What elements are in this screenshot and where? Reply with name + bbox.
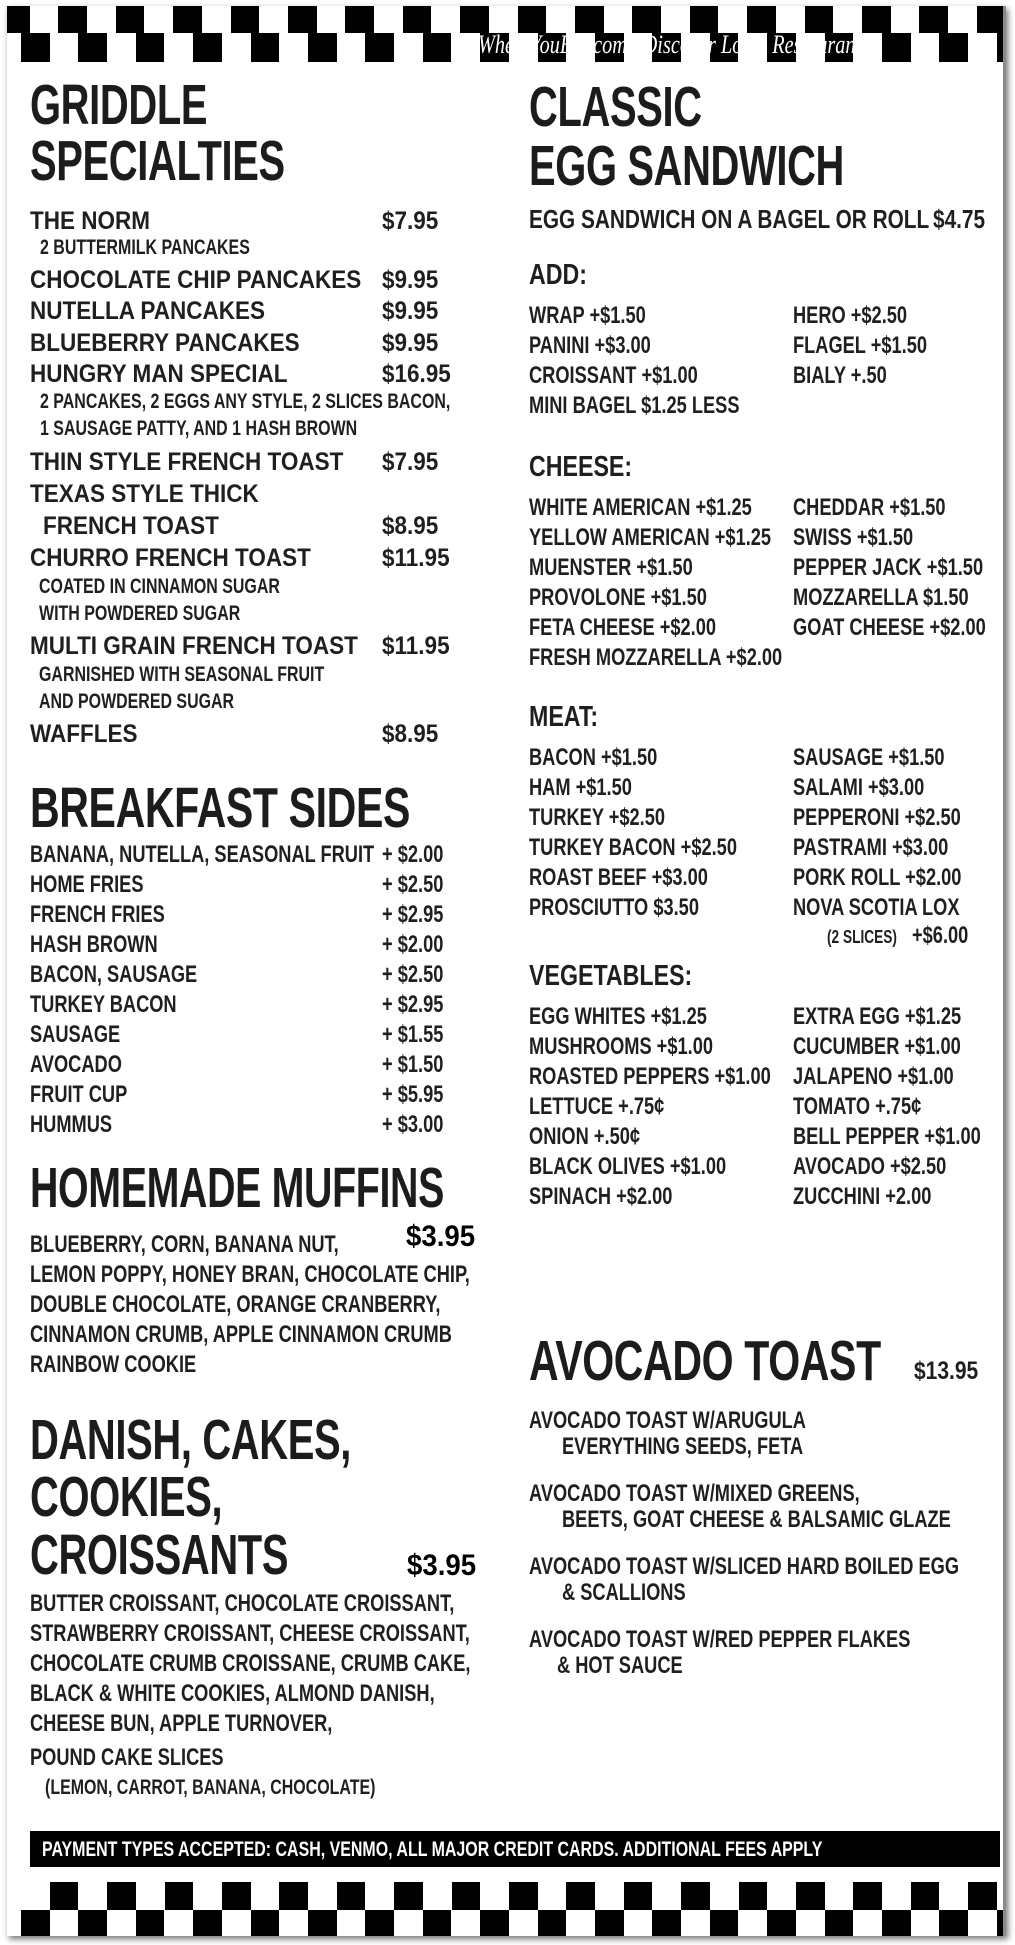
cheese-option: PEPPER JACK +$1.50 bbox=[793, 554, 984, 581]
checker-square bbox=[193, 33, 222, 62]
vegetables-option: BLACK OLIVES +$1.00 bbox=[529, 1153, 727, 1180]
pastry-list-line: STRAWBERRY CROISSANT, CHEESE CROISSANT, bbox=[30, 1620, 470, 1647]
checker-square bbox=[403, 6, 432, 33]
checker-square bbox=[681, 1882, 710, 1910]
checker-square bbox=[518, 6, 547, 33]
section-title: BREAKFAST SIDES bbox=[30, 776, 410, 840]
section-title: COOKIES, bbox=[30, 1465, 223, 1529]
meat-option: PASTRAMI +$3.00 bbox=[793, 834, 949, 861]
checker-square bbox=[365, 33, 394, 62]
menu-item-price: $7.95 bbox=[382, 448, 439, 476]
add-option: FLAGEL +$1.50 bbox=[793, 332, 927, 359]
menu-item-price: $7.95 bbox=[382, 207, 439, 235]
checker-square bbox=[50, 1882, 79, 1910]
checker-square bbox=[997, 1910, 1003, 1936]
checker-square bbox=[796, 1882, 825, 1910]
side-item-name: BANANA, NUTELLA, SEASONAL FRUIT bbox=[30, 841, 375, 868]
side-item-name: FRUIT CUP bbox=[30, 1081, 128, 1108]
menu-item-name: THIN STYLE FRENCH TOAST bbox=[30, 448, 344, 476]
base-item: EGG SANDWICH ON A BAGEL OR ROLL bbox=[529, 204, 930, 234]
side-item-price: + $5.95 bbox=[382, 1081, 444, 1108]
menu-item-desc: AND POWDERED SUGAR bbox=[39, 690, 235, 713]
side-item-name: SAUSAGE bbox=[30, 1021, 121, 1048]
meat-option: PEPPERONI +$2.50 bbox=[793, 804, 961, 831]
section-title: CLASSIC bbox=[529, 75, 702, 139]
vegetables-option: JALAPENO +$1.00 bbox=[793, 1063, 954, 1090]
meat-option: PORK ROLL +$2.00 bbox=[793, 864, 962, 891]
avocado-toast-option-detail: EVERYTHING SEEDS, FETA bbox=[562, 1433, 804, 1460]
checker-border-bottom bbox=[7, 1880, 1003, 1936]
checker-square bbox=[690, 6, 719, 33]
checker-square bbox=[652, 1910, 681, 1936]
muffin-flavors-line: LEMON POPPY, HONEY BRAN, CHOCOLATE CHIP, bbox=[30, 1261, 470, 1288]
section-title: GRIDDLE bbox=[30, 73, 208, 137]
avocado-toast-option: AVOCADO TOAST W/ARUGULA bbox=[529, 1407, 806, 1434]
pound-cake-flavors: (LEMON, CARROT, BANANA, CHOCOLATE) bbox=[45, 1776, 376, 1799]
add-option: MINI BAGEL $1.25 LESS bbox=[529, 392, 740, 419]
cheese-option: FETA CHEESE +$2.00 bbox=[529, 614, 717, 641]
muffin-flavors-line: RAINBOW COOKIE bbox=[30, 1351, 197, 1378]
checker-square bbox=[21, 1910, 50, 1936]
checker-square bbox=[509, 1882, 538, 1910]
cheese-option: MUENSTER +$1.50 bbox=[529, 554, 693, 581]
muffin-flavors-line: DOUBLE CHOCOLATE, ORANGE CRANBERRY, bbox=[30, 1291, 441, 1318]
pound-cake-label: POUND CAKE SLICES bbox=[30, 1744, 224, 1771]
meat-option: TURKEY +$2.50 bbox=[529, 804, 666, 831]
menu-item-desc: 2 BUTTERMILK PANCAKES bbox=[40, 236, 250, 259]
meat-option: BACON +$1.50 bbox=[529, 744, 658, 771]
side-item-price: + $2.50 bbox=[382, 961, 444, 988]
menu-item-desc: COATED IN CINNAMON SUGAR bbox=[39, 575, 280, 598]
checker-square bbox=[288, 6, 317, 33]
checker-square bbox=[222, 1882, 251, 1910]
checker-square bbox=[919, 6, 948, 33]
checker-square bbox=[566, 1882, 595, 1910]
pastry-list-line: BLACK & WHITE COOKIES, ALMOND DANISH, bbox=[30, 1680, 435, 1707]
add-option: CROISSANT +$1.00 bbox=[529, 362, 698, 389]
watermark-text: WhereYouEat.com / Discover Local Restaurants bbox=[478, 30, 870, 59]
checker-square bbox=[480, 1910, 509, 1936]
menu-item-name: FRENCH TOAST bbox=[43, 512, 219, 540]
add-option: PANINI +$3.00 bbox=[529, 332, 651, 359]
menu-item-name: WAFFLES bbox=[30, 720, 138, 748]
vegetables-option: TOMATO +.75¢ bbox=[793, 1093, 922, 1120]
pastry-list-line: CHOCOLATE CRUMB CROISSANE, CRUMB CAKE, bbox=[30, 1650, 471, 1677]
menu-item-price: $8.95 bbox=[382, 512, 439, 540]
side-item-name: HOME FRIES bbox=[30, 871, 144, 898]
checker-square bbox=[308, 1910, 337, 1936]
side-item-price: + $2.50 bbox=[382, 871, 444, 898]
section-title: AVOCADO TOAST bbox=[529, 1329, 881, 1393]
lox-qty: (2 SLICES) bbox=[827, 927, 897, 947]
side-item-name: BACON, SAUSAGE bbox=[30, 961, 198, 988]
section-price: $13.95 bbox=[914, 1357, 979, 1385]
checker-square bbox=[279, 1882, 308, 1910]
menu-item-name: NUTELLA PANCAKES bbox=[30, 297, 265, 325]
vegetables-option: ONION +.50¢ bbox=[529, 1123, 641, 1150]
checker-square bbox=[911, 1882, 940, 1910]
category-label: CHEESE: bbox=[529, 451, 633, 483]
checker-square bbox=[997, 33, 1003, 62]
checker-square bbox=[107, 1882, 136, 1910]
checker-square bbox=[7, 6, 30, 33]
menu-item-desc: 2 PANCAKES, 2 EGGS ANY STYLE, 2 SLICES BACON, bbox=[40, 390, 451, 413]
menu-item-price: $9.95 bbox=[382, 329, 439, 357]
menu-item-name: BLUEBERRY PANCAKES bbox=[30, 329, 300, 357]
base-price: $4.75 bbox=[933, 204, 986, 234]
avocado-toast-option: AVOCADO TOAST W/MIXED GREENS, bbox=[529, 1480, 860, 1507]
add-option: WRAP +$1.50 bbox=[529, 302, 646, 329]
checker-square bbox=[825, 1910, 854, 1936]
side-item-name: AVOCADO bbox=[30, 1051, 122, 1078]
checker-square bbox=[595, 1910, 624, 1936]
menu-item-name: TEXAS STYLE THICK bbox=[30, 480, 259, 508]
menu-item-desc: GARNISHED WITH SEASONAL FRUIT bbox=[39, 663, 325, 686]
menu-item-name: THE NORM bbox=[30, 207, 150, 235]
meat-option: NOVA SCOTIA LOX bbox=[793, 894, 960, 921]
checker-square bbox=[78, 1910, 107, 1936]
vegetables-option: ZUCCHINI +2.00 bbox=[793, 1183, 932, 1210]
add-option: BIALY +.50 bbox=[793, 362, 887, 389]
cheese-option: WHITE AMERICAN +$1.25 bbox=[529, 494, 752, 521]
add-option: HERO +$2.50 bbox=[793, 302, 908, 329]
vegetables-option: EGG WHITES +$1.25 bbox=[529, 1003, 707, 1030]
checker-square bbox=[251, 1910, 280, 1936]
pastry-list-line: CHEESE BUN, APPLE TURNOVER, bbox=[30, 1710, 333, 1737]
avocado-toast-option-detail: & HOT SAUCE bbox=[557, 1652, 683, 1679]
checker-square bbox=[423, 33, 452, 62]
meat-option: SALAMI +$3.00 bbox=[793, 774, 925, 801]
menu-item-price: $9.95 bbox=[382, 266, 439, 294]
checker-square bbox=[452, 1882, 481, 1910]
checker-square bbox=[337, 1882, 366, 1910]
lox-price: +$6.00 bbox=[912, 922, 969, 949]
menu-item-price: $9.95 bbox=[382, 297, 439, 325]
side-item-price: + $2.00 bbox=[382, 931, 444, 958]
side-item-price: + $2.95 bbox=[382, 901, 444, 928]
side-item-price: + $1.55 bbox=[382, 1021, 444, 1048]
cheese-option: CHEDDAR +$1.50 bbox=[793, 494, 946, 521]
payment-info-bar bbox=[30, 1831, 1000, 1867]
section-title: CROISSANTS bbox=[30, 1523, 289, 1587]
cheese-option: PROVOLONE +$1.50 bbox=[529, 584, 707, 611]
meat-option: SAUSAGE +$1.50 bbox=[793, 744, 945, 771]
checker-square bbox=[251, 33, 280, 62]
checker-square bbox=[624, 1882, 653, 1910]
side-item-name: FRENCH FRIES bbox=[30, 901, 165, 928]
side-item-name: TURKEY BACON bbox=[30, 991, 177, 1018]
section-title: HOMEMADE MUFFINS bbox=[30, 1156, 444, 1220]
menu-item-desc: WITH POWDERED SUGAR bbox=[39, 602, 241, 625]
checker-square bbox=[767, 1910, 796, 1936]
checker-square bbox=[165, 1882, 194, 1910]
side-item-price: + $2.00 bbox=[382, 841, 444, 868]
category-label: MEAT: bbox=[529, 701, 599, 733]
menu-item-name: MULTI GRAIN FRENCH TOAST bbox=[30, 632, 358, 660]
checker-square bbox=[136, 33, 165, 62]
vegetables-option: LETTUCE +.75¢ bbox=[529, 1093, 665, 1120]
cheese-option: YELLOW AMERICAN +$1.25 bbox=[529, 524, 772, 551]
checker-square bbox=[345, 6, 374, 33]
checker-square bbox=[58, 6, 87, 33]
checker-square bbox=[78, 33, 107, 62]
side-item-name: HUMMUS bbox=[30, 1111, 113, 1138]
meat-option: ROAST BEEF +$3.00 bbox=[529, 864, 708, 891]
checker-square bbox=[423, 1910, 452, 1936]
section-title: DANISH, CAKES, bbox=[30, 1408, 351, 1472]
menu-item-price: $11.95 bbox=[382, 544, 450, 572]
meat-option: HAM +$1.50 bbox=[529, 774, 632, 801]
avocado-toast-option: AVOCADO TOAST W/SLICED HARD BOILED EGG bbox=[529, 1553, 960, 1580]
meat-option: PROSCIUTTO $3.50 bbox=[529, 894, 699, 921]
menu-item-price: $11.95 bbox=[382, 632, 450, 660]
section-title: SPECIALTIES bbox=[30, 129, 285, 193]
checker-square bbox=[882, 1910, 911, 1936]
checker-square bbox=[862, 6, 891, 33]
checker-square bbox=[308, 33, 337, 62]
checker-square bbox=[116, 6, 145, 33]
category-label: ADD: bbox=[529, 259, 587, 291]
checker-square bbox=[365, 1910, 394, 1936]
menu-item-price: $8.95 bbox=[382, 720, 439, 748]
cheese-option: SWISS +$1.50 bbox=[793, 524, 914, 551]
checker-square bbox=[805, 6, 834, 33]
avocado-toast-option: AVOCADO TOAST W/RED PEPPER FLAKES bbox=[529, 1626, 911, 1653]
payment-info-text: PAYMENT TYPES ACCEPTED: CASH, VENMO, ALL MAJOR CREDIT CARDS. ADDITIONAL FEES APPLY bbox=[42, 1838, 823, 1861]
checker-square bbox=[460, 6, 489, 33]
checker-square bbox=[231, 6, 260, 33]
menu-item-desc: 1 SAUSAGE PATTY, AND 1 HASH BROWN bbox=[40, 417, 358, 440]
checker-square bbox=[632, 6, 661, 33]
side-item-price: + $1.50 bbox=[382, 1051, 444, 1078]
vegetables-option: EXTRA EGG +$1.25 bbox=[793, 1003, 962, 1030]
section-price: $3.95 bbox=[407, 1549, 477, 1582]
cheese-option: MOZZARELLA $1.50 bbox=[793, 584, 969, 611]
vegetables-option: BELL PEPPER +$1.00 bbox=[793, 1123, 981, 1150]
vegetables-option: SPINACH +$2.00 bbox=[529, 1183, 673, 1210]
category-label: VEGETABLES: bbox=[529, 960, 693, 992]
vegetables-option: MUSHROOMS +$1.00 bbox=[529, 1033, 713, 1060]
avocado-toast-option-detail: & SCALLIONS bbox=[562, 1579, 686, 1606]
checker-square bbox=[575, 6, 604, 33]
vegetables-option: AVOCADO +$2.50 bbox=[793, 1153, 947, 1180]
checker-square bbox=[882, 33, 911, 62]
checker-square bbox=[710, 1910, 739, 1936]
vegetables-option: ROASTED PEPPERS +$1.00 bbox=[529, 1063, 771, 1090]
cheese-option: FRESH MOZZARELLA +$2.00 bbox=[529, 644, 783, 671]
checker-square bbox=[394, 1882, 423, 1910]
checker-square bbox=[21, 33, 50, 62]
checker-square bbox=[853, 1882, 882, 1910]
section-title: EGG SANDWICH bbox=[529, 134, 844, 198]
checker-square bbox=[173, 6, 202, 33]
muffin-flavors-line: CINNAMON CRUMB, APPLE CINNAMON CRUMB bbox=[30, 1321, 452, 1348]
checker-square bbox=[977, 6, 1003, 33]
vegetables-option: CUCUMBER +$1.00 bbox=[793, 1033, 961, 1060]
side-item-price: + $2.95 bbox=[382, 991, 444, 1018]
avocado-toast-option-detail: BEETS, GOAT CHEESE & BALSAMIC GLAZE bbox=[562, 1506, 951, 1533]
checker-square bbox=[939, 1910, 968, 1936]
checker-square bbox=[538, 1910, 567, 1936]
section-price: $3.95 bbox=[406, 1220, 476, 1253]
pastry-list-line: BUTTER CROISSANT, CHOCOLATE CROISSANT, bbox=[30, 1590, 455, 1617]
checker-square bbox=[193, 1910, 222, 1936]
side-item-price: + $3.00 bbox=[382, 1111, 444, 1138]
cheese-option: GOAT CHEESE +$2.00 bbox=[793, 614, 986, 641]
menu-item-name: CHOCOLATE CHIP PANCAKES bbox=[30, 266, 362, 294]
checker-square bbox=[939, 33, 968, 62]
checker-square bbox=[747, 6, 776, 33]
meat-option: TURKEY BACON +$2.50 bbox=[529, 834, 737, 861]
checker-square bbox=[136, 1910, 165, 1936]
muffin-flavors-line: BLUEBERRY, CORN, BANANA NUT, bbox=[30, 1231, 339, 1258]
menu-item-price: $16.95 bbox=[382, 360, 451, 388]
menu-item-name: HUNGRY MAN SPECIAL bbox=[30, 360, 288, 388]
side-item-name: HASH BROWN bbox=[30, 931, 158, 958]
checker-square bbox=[968, 1882, 997, 1910]
checker-square bbox=[739, 1882, 768, 1910]
menu-item-name: CHURRO FRENCH TOAST bbox=[30, 544, 311, 572]
